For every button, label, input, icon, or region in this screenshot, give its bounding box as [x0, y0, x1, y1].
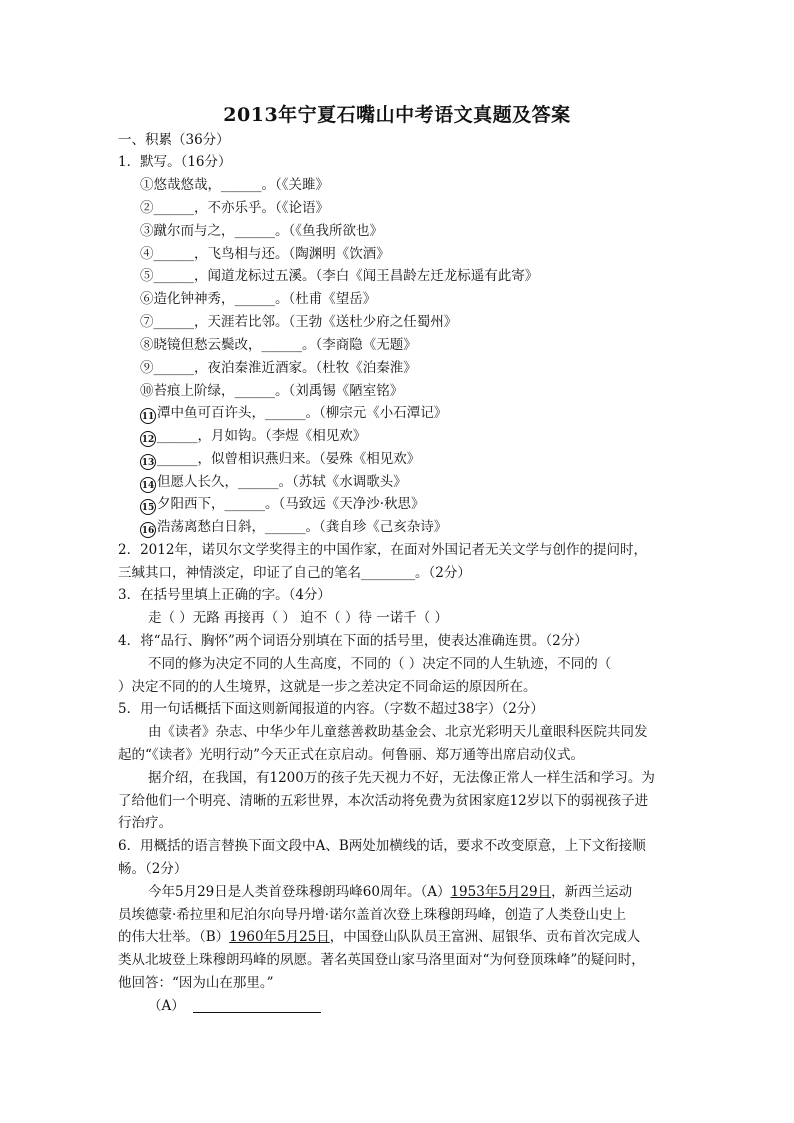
page-title: 2013年宁夏石嘴山中考语文真题及答案: [223, 104, 571, 126]
underlined-phrase-b: 1960年5月25日: [229, 929, 330, 945]
recite-item: ⑤______，闻道龙标过五溪。（李白《闻王昌龄左迁龙标遥有此寄》: [140, 268, 539, 284]
underlined-phrase-a: 1953年5月29日: [450, 884, 552, 900]
question-5-header: 5．用一句话概括下面这则新闻报道的内容。（字数不超过38字）（2分）: [118, 701, 544, 717]
recite-item: ④______，飞鸟相与还。（陶渊明《饮酒》: [140, 246, 390, 262]
recite-item-text: 浩荡离愁白日斜，______。（龚自珍《己亥杂诗》: [157, 519, 448, 535]
passage-text: ，新西兰运动: [551, 884, 633, 900]
circled-number: 15: [140, 499, 156, 515]
recite-item: ③蹴尔而与之，______。（《鱼我所欲也》: [140, 223, 383, 239]
recite-item: ①悠哉悠哉，______。（《关雎》: [140, 177, 329, 193]
recite-item-text: 但愿人长久，______。（苏轼《水调歌头》: [157, 474, 407, 490]
question-4-line: 不同的修为决定不同的人生高度，不同的（ ）决定不同的人生轨迹，不同的（: [148, 656, 612, 672]
recite-item: ⑦______，天涯若比邻。（王勃《送杜少府之任蜀州》: [140, 314, 458, 330]
answer-blank[interactable]: [193, 998, 321, 1013]
passage-line: 他回答：“因为山在那里。”: [118, 975, 274, 991]
circled-number: 11: [140, 408, 156, 424]
recite-item-text: 潭中鱼可百许头，______。（柳宗元《小石潭记》: [157, 405, 448, 421]
recite-item: [140, 449, 420, 470]
recite-item: [140, 517, 447, 538]
passage-text: 的伟大壮举。（B）: [118, 929, 230, 945]
recite-item-text: ______，月如钩。（李煜《相见欢》: [157, 428, 367, 444]
circled-number: 14: [140, 477, 156, 493]
passage-line: 员埃德蒙·希拉里和尼泊尔向导丹增·诺尔盖首次登上珠穆朗玛峰，创造了人类登山史上: [118, 907, 627, 923]
recite-item-text: ______，似曾相识燕归来。（晏殊《相见欢》: [157, 451, 421, 467]
question-3-blanks: 走（ ）无路 再接再（ ） 迫不（ ）待 一诺千（ ）: [148, 610, 449, 626]
question-6-header: 6．用概括的语言替换下面文段中A、B两处加横线的话，要求不改变原意，上下文衔接顺: [118, 838, 646, 854]
recite-item: [140, 494, 425, 515]
circled-number: 12: [140, 431, 156, 447]
question-3-header: 3．在括号里填上正确的字。（4分）: [118, 587, 331, 603]
passage-text: 今年5月29日是人类首登珠穆朗玛峰60周年。（A）: [148, 884, 451, 900]
section-heading: 一、积累（36分）: [118, 132, 230, 148]
question-2-line: 2．2012年，诺贝尔文学奖得主的中国作家，在面对外国记者无关文学与创作的提问时，: [118, 542, 647, 558]
recite-item: ⑧晓镜但愁云鬓改，______。（李商隐《无题》: [140, 337, 417, 353]
recite-item: [140, 403, 447, 424]
question-4-header: 4．将“品行、胸怀”两个词语分别填在下面的括号里，使表达准确连贯。（2分）: [118, 633, 588, 649]
news-paragraph-line: 起的“《读者》光明行动”今天正式在京启动。何鲁丽、郑万通等出席启动仪式。: [118, 747, 585, 763]
circled-number: 16: [140, 522, 156, 538]
news-paragraph-line: 行治疗。: [118, 815, 172, 831]
passage-line: [148, 882, 632, 902]
news-paragraph-line: 据介绍，在我国，有1200万的孩子先天视力不好，无法像正常人一样生活和学习。为: [148, 770, 655, 786]
recite-item: ②______，不亦乐乎。（《论语》: [140, 200, 329, 216]
circled-number: 13: [140, 454, 156, 470]
answer-label: （A）: [148, 998, 185, 1014]
question-1-header: 1．默写。（16分）: [118, 154, 232, 170]
question-2-line: 三缄其口，神情淡定，印证了自己的笔名________。（2分）: [118, 565, 471, 581]
passage-line: 类从北坡登上珠穆朗玛峰的夙愿。著名英国登山家马洛里面对“为何登顶珠峰”的疑问时，: [118, 952, 645, 968]
recite-item-text: 夕阳西下，______。（马致远《天净沙·秋思》: [157, 496, 425, 512]
recite-item: ⑩苔痕上阶绿，______。（刘禹锡《陋室铭》: [140, 383, 404, 399]
question-4-line: ）决定不同的的人生境界，这就是一步之差决定不同命运的原因所在。: [118, 679, 537, 695]
recite-item: ⑨______，夜泊秦淮近酒家。（杜牧《泊秦淮》: [140, 360, 417, 376]
answer-line-a: [148, 996, 321, 1016]
passage-line: [118, 927, 640, 947]
recite-item: [140, 426, 366, 447]
question-6-header: 畅。（2分）: [118, 861, 188, 877]
recite-item: ⑥造化钟神秀，______。（杜甫《望岳》: [140, 291, 377, 307]
news-paragraph-line: 了给他们一个明亮、清晰的五彩世界，本次活动将免费为贫困家庭12岁以下的弱视孩子进: [118, 793, 649, 809]
passage-text: ，中国登山队队员王富洲、屈银华、贡布首次完成人: [329, 929, 641, 945]
recite-item: [140, 472, 407, 493]
news-paragraph-line: 由《读者》杂志、中华少年儿童慈善救助基金会、北京光彩明天儿童眼科医院共同发: [148, 724, 648, 740]
